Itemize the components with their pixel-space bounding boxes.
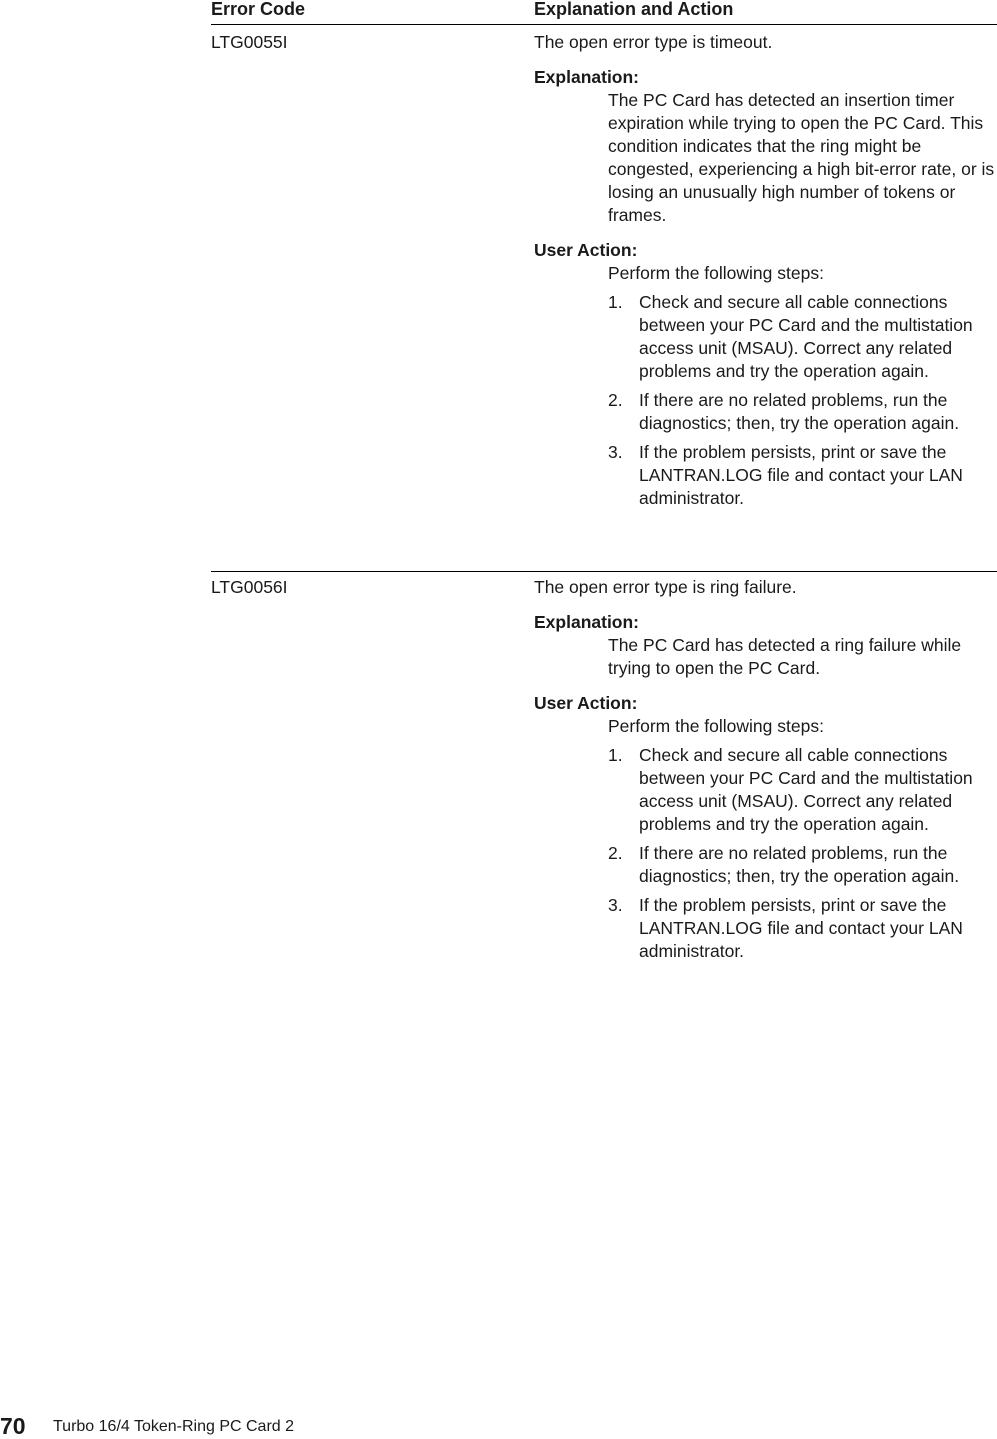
column-header-explanation: Explanation and Action: [534, 0, 734, 19]
step-number: 1.: [608, 292, 623, 312]
page-number: 70: [0, 1413, 26, 1439]
error-summary: The open error type is timeout.: [534, 32, 773, 52]
list-item: [608, 894, 997, 963]
action-steps: [534, 291, 997, 510]
list-item: [608, 441, 997, 510]
action-steps: [534, 744, 997, 963]
user-action-intro: Perform the following steps:: [608, 263, 824, 283]
explanation-label: Explanation:: [534, 612, 640, 632]
step-number: 2.: [608, 390, 623, 410]
explanation-label: Explanation:: [534, 67, 640, 87]
explanation-column: [534, 575, 997, 963]
step-text: If there are no related problems, run the diagnostics; then, try the operation again.: [639, 843, 960, 886]
error-code: LTG0055I: [211, 32, 288, 52]
explanation-column: [534, 30, 997, 510]
step-text: Check and secure all cable connections between your PC Card and the multistation access unit (MSAU). Correct any related problems and try the operation again.: [639, 745, 973, 834]
step-text: Check and secure all cable connections between your PC Card and the multistation access unit (MSAU). Correct any related problems and try the operation again.: [639, 292, 973, 381]
user-action-label: User Action:: [534, 240, 638, 260]
user-action-label: User Action:: [534, 693, 638, 713]
header-rule: [211, 24, 997, 25]
step-number: 1.: [608, 745, 623, 765]
column-header-error-code: Error Code: [211, 0, 306, 19]
step-number: 2.: [608, 843, 623, 863]
list-item: [608, 842, 997, 888]
explanation-text: The PC Card has detected a ring failure while trying to open the PC Card.: [608, 635, 962, 678]
explanation-text: The PC Card has detected an insertion timer expiration while trying to open the PC Card. This condition indicates that the ring might be congested, experiencing a high bit-error rate, or is losing an unusually high number of tokens or frames.: [608, 90, 995, 225]
user-action-intro: Perform the following steps:: [608, 716, 824, 736]
error-summary: The open error type is ring failure.: [534, 577, 797, 597]
step-text: If the problem persists, print or save the LANTRAN.LOG file and contact your LAN administrator.: [639, 442, 963, 508]
step-number: 3.: [608, 442, 623, 462]
step-text: If there are no related problems, run the diagnostics; then, try the operation again.: [639, 390, 960, 433]
list-item: [608, 291, 997, 383]
step-number: 3.: [608, 895, 623, 915]
error-code: LTG0056I: [211, 577, 288, 597]
list-item: [608, 389, 997, 435]
step-text: If the problem persists, print or save the LANTRAN.LOG file and contact your LAN administrator.: [639, 895, 963, 961]
book-title: Turbo 16/4 Token-Ring PC Card 2: [53, 1418, 295, 1435]
entry-separator-rule: [211, 571, 997, 572]
list-item: [608, 744, 997, 836]
